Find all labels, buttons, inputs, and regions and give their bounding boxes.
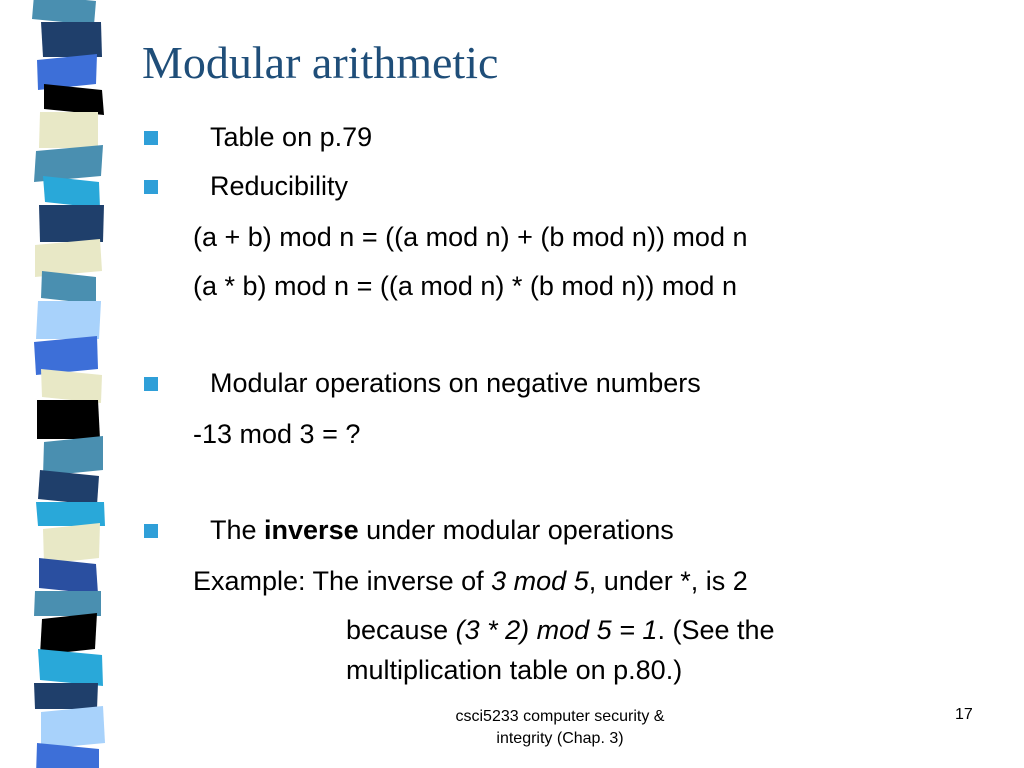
because-italic: (3 * 2) mod 5 = 1: [455, 615, 658, 645]
decorative-stripe-bar: [0, 0, 124, 768]
inverse-because-line2: multiplication table on p.80.): [346, 655, 683, 685]
bullet-square-icon: [144, 131, 158, 145]
because-post: . (See the: [657, 615, 775, 645]
bullet-reducibility: Reducibility: [210, 171, 349, 201]
inverse-example-post: , under *, is 2: [588, 566, 748, 596]
stripe-block: [43, 523, 100, 564]
stripe-block: [41, 706, 105, 749]
stripe-block: [43, 176, 100, 208]
footer-course-line2: integrity (Chap. 3): [496, 730, 624, 747]
stripe-block: [37, 400, 100, 439]
stripe-block: [32, 0, 96, 25]
footer-course: [395, 706, 725, 750]
stripe-block: [34, 683, 98, 709]
stripe-block: [40, 613, 97, 655]
stripe-block: [36, 301, 101, 339]
inverse-example: [193, 565, 748, 597]
bullet-inverse: [210, 514, 674, 546]
stripe-block: [43, 436, 103, 476]
bullet-table-ref: Table on p.79: [210, 122, 373, 152]
stripe-block: [39, 205, 104, 242]
bullet-square-icon: [144, 377, 158, 391]
page-number: 17: [955, 706, 973, 723]
bullet-negative-numbers: Modular operations on negative numbers: [210, 368, 701, 398]
bullet-square-icon: [144, 180, 158, 194]
inverse-example-italic: 3 mod 5: [491, 566, 589, 596]
stripe-block: [44, 84, 104, 115]
stripe-block: [34, 591, 101, 616]
slide-title: Modular arithmetic: [142, 37, 499, 88]
bullet-square-icon: [144, 524, 158, 538]
stripe-block: [41, 22, 102, 57]
formula-addition: (a + b) mod n = ((a mod n) + (b mod n)) mod n: [193, 222, 748, 252]
stripe-block: [36, 743, 99, 768]
footer-course-line1: csci5233 computer security &: [455, 708, 665, 725]
stripe-block: [38, 649, 103, 686]
stripe-block: [41, 271, 96, 304]
formula-multiplication: (a * b) mod n = ((a mod n) * (b mod n)) mod n: [193, 271, 737, 301]
bullet-inverse-bold: inverse: [264, 515, 359, 545]
stripe-block: [41, 369, 102, 403]
because-pre: because: [346, 615, 456, 645]
inverse-because: [346, 614, 775, 646]
stripe-block: [39, 558, 98, 594]
inverse-example-pre: Example: The inverse of: [193, 566, 492, 596]
stripe-block: [35, 239, 102, 277]
stripe-block: [36, 502, 105, 526]
bullet-inverse-post: under modular operations: [358, 515, 674, 545]
stripe-block: [39, 112, 98, 148]
bullet-inverse-pre: The: [210, 515, 265, 545]
stripe-block: [34, 336, 98, 375]
stripe-block: [38, 470, 99, 505]
negative-example: -13 mod 3 = ?: [193, 419, 361, 449]
